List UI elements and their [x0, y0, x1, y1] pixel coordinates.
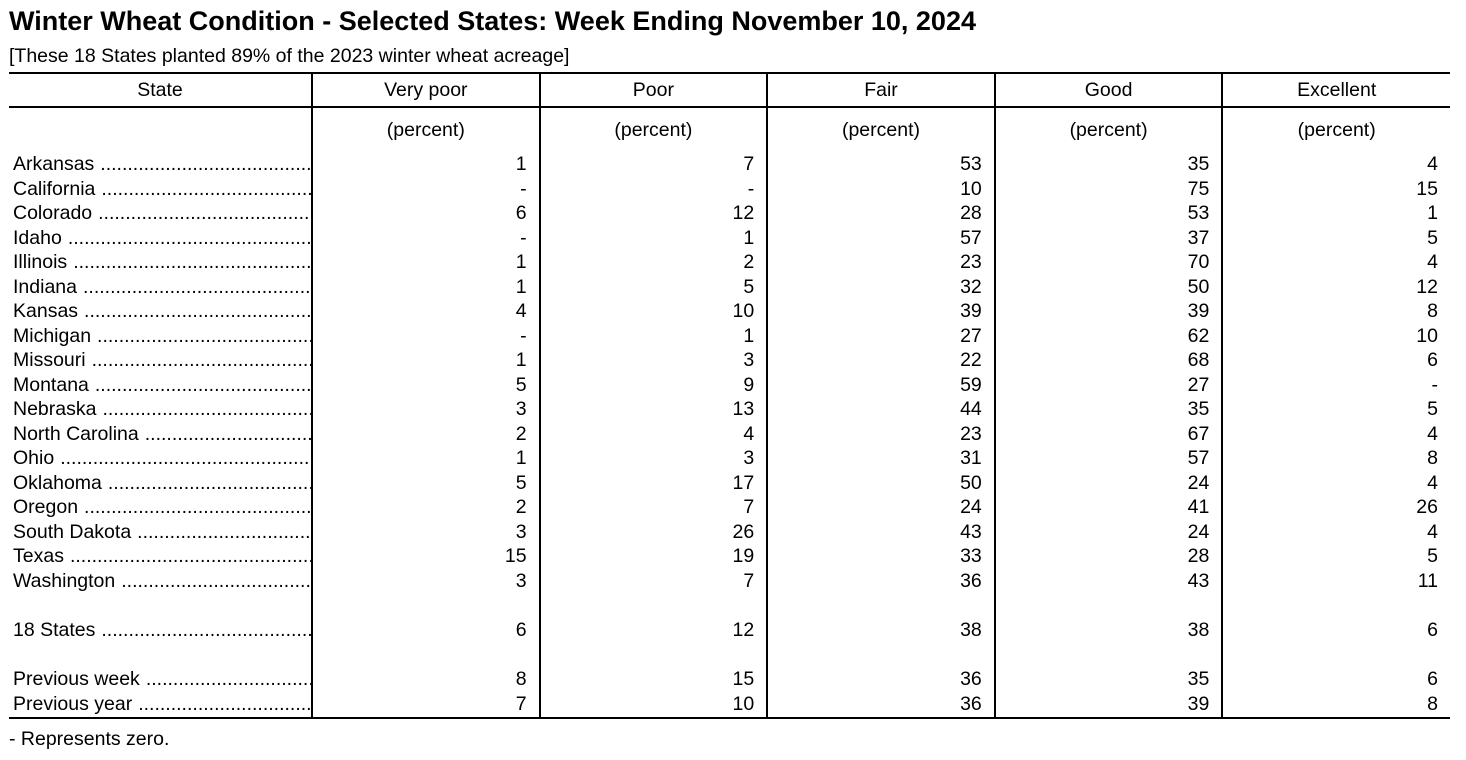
value-excellent: 4 — [1222, 152, 1450, 177]
dot-leader — [84, 299, 311, 324]
value-poor: 9 — [540, 373, 768, 398]
value-good: 53 — [995, 201, 1223, 226]
value-fair: 39 — [767, 299, 995, 324]
condition-table — [9, 72, 1450, 719]
value-excellent: 8 — [1222, 299, 1450, 324]
dot-leader — [137, 520, 311, 545]
dot-leader — [101, 618, 311, 643]
dot-leader — [92, 348, 311, 373]
column-header-good: Good — [995, 73, 1223, 107]
value-good: 70 — [995, 250, 1223, 275]
state-name: Missouri — [13, 349, 86, 371]
state-cell — [9, 495, 312, 520]
value-poor: 12 — [540, 201, 768, 226]
state-cell — [9, 348, 312, 373]
state-cell — [9, 373, 312, 398]
value-excellent: 26 — [1222, 495, 1450, 520]
state-name: Oklahoma — [13, 471, 102, 494]
column-header-excellent: Excellent — [1222, 73, 1450, 107]
total-row — [9, 618, 1450, 643]
value-fair: 28 — [767, 201, 995, 226]
state-name: Washington — [13, 569, 116, 592]
value-excellent: 4 — [1222, 250, 1450, 275]
state-name: Arkansas — [13, 153, 95, 175]
spacer-cell — [1222, 642, 1450, 667]
state-name: Illinois — [13, 251, 68, 273]
value-fair: 22 — [767, 348, 995, 373]
value-poor: 7 — [540, 569, 768, 594]
value-fair: 23 — [767, 422, 995, 447]
value-very-poor: 8 — [312, 667, 540, 692]
state-row — [9, 226, 1450, 251]
value-very-poor: 3 — [312, 569, 540, 594]
value-good: 38 — [995, 618, 1223, 643]
state-name: California — [13, 177, 96, 200]
state-row — [9, 446, 1450, 471]
unit-label: (percent) — [540, 107, 768, 152]
state-cell — [9, 618, 312, 643]
column-header-fair: Fair — [767, 73, 995, 107]
state-name: Texas — [13, 545, 64, 567]
value-very-poor: 4 — [312, 299, 540, 324]
value-very-poor: 1 — [312, 446, 540, 471]
state-row — [9, 495, 1450, 520]
spacer-cell — [995, 642, 1223, 667]
value-fair: 36 — [767, 667, 995, 692]
state-row — [9, 471, 1450, 496]
column-header-very-poor: Very poor — [312, 73, 540, 107]
value-excellent: 15 — [1222, 177, 1450, 202]
value-poor: - — [540, 177, 768, 202]
state-row — [9, 544, 1450, 569]
dot-leader — [102, 397, 311, 422]
value-poor: 15 — [540, 667, 768, 692]
value-very-poor: 2 — [312, 495, 540, 520]
value-good: 68 — [995, 348, 1223, 373]
header-row — [9, 73, 1450, 107]
dot-leader — [83, 275, 311, 300]
state-name: Ohio — [13, 447, 55, 469]
value-good: 35 — [995, 667, 1223, 692]
state-cell — [9, 446, 312, 471]
value-fair: 57 — [767, 226, 995, 251]
value-good: 67 — [995, 422, 1223, 447]
state-name: Nebraska — [13, 398, 97, 420]
value-good: 37 — [995, 226, 1223, 251]
value-very-poor: - — [312, 226, 540, 251]
value-fair: 10 — [767, 177, 995, 202]
unit-label: (percent) — [312, 107, 540, 152]
value-good: 75 — [995, 177, 1223, 202]
state-name: South Dakota — [13, 520, 132, 543]
state-name: Previous week — [13, 667, 140, 690]
state-cell — [9, 275, 312, 300]
spacer-cell — [312, 593, 540, 618]
spacer-cell — [1222, 593, 1450, 618]
spacer-cell — [767, 593, 995, 618]
state-row — [9, 324, 1450, 349]
value-poor: 1 — [540, 324, 768, 349]
value-good: 35 — [995, 152, 1223, 177]
state-cell — [9, 520, 312, 545]
state-cell — [9, 177, 312, 202]
dot-leader — [145, 422, 311, 447]
value-excellent: 6 — [1222, 667, 1450, 692]
value-fair: 24 — [767, 495, 995, 520]
state-name: Previous year — [13, 692, 133, 715]
value-poor: 19 — [540, 544, 768, 569]
column-header-poor: Poor — [540, 73, 768, 107]
state-cell — [9, 569, 312, 594]
value-very-poor: 3 — [312, 520, 540, 545]
state-name: Idaho — [13, 226, 62, 249]
spacer-cell — [540, 593, 768, 618]
value-excellent: 6 — [1222, 348, 1450, 373]
value-good: 57 — [995, 446, 1223, 471]
state-row — [9, 275, 1450, 300]
comparison-row — [9, 691, 1450, 718]
value-excellent: 12 — [1222, 275, 1450, 300]
state-cell — [9, 422, 312, 447]
value-poor: 5 — [540, 275, 768, 300]
state-cell — [9, 152, 312, 177]
dot-leader — [84, 495, 311, 520]
value-good: 62 — [995, 324, 1223, 349]
dot-leader — [101, 177, 311, 202]
state-row — [9, 422, 1450, 447]
state-name: Oregon — [13, 496, 79, 518]
state-cell — [9, 397, 312, 422]
value-poor: 7 — [540, 495, 768, 520]
page-subtitle: [These 18 States planted 89% of the 2023 winter wheat acreage] — [9, 45, 570, 67]
value-excellent: 10 — [1222, 324, 1450, 349]
value-very-poor: 5 — [312, 373, 540, 398]
spacer-cell — [995, 593, 1223, 618]
value-very-poor: 2 — [312, 422, 540, 447]
value-very-poor: 5 — [312, 471, 540, 496]
value-good: 50 — [995, 275, 1223, 300]
unit-label: (percent) — [995, 107, 1223, 152]
value-excellent: - — [1222, 373, 1450, 398]
value-excellent: 8 — [1222, 691, 1450, 718]
state-row — [9, 177, 1450, 202]
units-cell-blank — [9, 107, 312, 152]
dot-leader — [70, 544, 311, 569]
spacer-row — [9, 642, 1450, 667]
dot-leader — [146, 667, 311, 692]
state-row — [9, 250, 1450, 275]
value-fair: 43 — [767, 520, 995, 545]
state-name: Montana — [13, 373, 89, 396]
footnote: - Represents zero. — [9, 728, 170, 750]
state-cell — [9, 226, 312, 251]
spacer-cell — [9, 642, 312, 667]
value-very-poor: 6 — [312, 201, 540, 226]
value-good: 41 — [995, 495, 1223, 520]
state-name: Indiana — [13, 275, 77, 298]
value-excellent: 4 — [1222, 471, 1450, 496]
value-fair: 44 — [767, 397, 995, 422]
unit-label: (percent) — [1222, 107, 1450, 152]
dot-leader — [108, 471, 311, 496]
spacer-row — [9, 593, 1450, 618]
value-poor: 4 — [540, 422, 768, 447]
value-poor: 2 — [540, 250, 768, 275]
value-poor: 3 — [540, 348, 768, 373]
dot-leader — [138, 692, 311, 717]
state-row — [9, 348, 1450, 373]
value-fair: 31 — [767, 446, 995, 471]
state-row — [9, 152, 1450, 177]
value-very-poor: 15 — [312, 544, 540, 569]
state-row — [9, 299, 1450, 324]
state-cell — [9, 201, 312, 226]
dot-leader — [95, 373, 311, 398]
state-cell — [9, 324, 312, 349]
comparison-row — [9, 667, 1450, 692]
value-very-poor: 3 — [312, 397, 540, 422]
state-row — [9, 201, 1450, 226]
value-excellent: 1 — [1222, 201, 1450, 226]
state-cell — [9, 250, 312, 275]
state-row — [9, 569, 1450, 594]
value-very-poor: 1 — [312, 152, 540, 177]
value-fair: 32 — [767, 275, 995, 300]
state-name: Kansas — [13, 300, 79, 322]
state-name: 18 States — [13, 618, 96, 641]
state-row — [9, 397, 1450, 422]
value-excellent: 11 — [1222, 569, 1450, 594]
column-header-state: State — [9, 73, 312, 107]
value-poor: 10 — [540, 691, 768, 718]
dot-leader — [97, 324, 311, 349]
state-cell — [9, 667, 312, 692]
value-good: 43 — [995, 569, 1223, 594]
spacer-cell — [540, 642, 768, 667]
dot-leader — [98, 201, 311, 226]
value-very-poor: 1 — [312, 250, 540, 275]
value-excellent: 4 — [1222, 422, 1450, 447]
value-fair: 36 — [767, 569, 995, 594]
value-very-poor: 7 — [312, 691, 540, 718]
state-cell — [9, 691, 312, 718]
value-very-poor: - — [312, 177, 540, 202]
value-fair: 59 — [767, 373, 995, 398]
value-good: 24 — [995, 471, 1223, 496]
value-poor: 7 — [540, 152, 768, 177]
value-fair: 50 — [767, 471, 995, 496]
value-poor: 10 — [540, 299, 768, 324]
spacer-cell — [312, 642, 540, 667]
state-name: Colorado — [13, 202, 93, 224]
value-good: 27 — [995, 373, 1223, 398]
value-very-poor: 1 — [312, 275, 540, 300]
page-title: Winter Wheat Condition - Selected States: Week Ending November 10, 2024 — [9, 6, 976, 36]
value-very-poor: 1 — [312, 348, 540, 373]
value-fair: 38 — [767, 618, 995, 643]
dot-leader — [68, 226, 311, 251]
dot-leader — [121, 569, 311, 594]
value-excellent: 6 — [1222, 618, 1450, 643]
state-cell — [9, 299, 312, 324]
state-name: North Carolina — [13, 422, 139, 445]
dot-leader — [60, 446, 311, 471]
value-good: 39 — [995, 691, 1223, 718]
value-good: 24 — [995, 520, 1223, 545]
value-fair: 53 — [767, 152, 995, 177]
state-row — [9, 373, 1450, 398]
value-poor: 26 — [540, 520, 768, 545]
value-very-poor: - — [312, 324, 540, 349]
value-fair: 23 — [767, 250, 995, 275]
state-row — [9, 520, 1450, 545]
value-poor: 1 — [540, 226, 768, 251]
spacer-cell — [9, 593, 312, 618]
value-poor: 13 — [540, 397, 768, 422]
spacer-cell — [767, 642, 995, 667]
value-poor: 17 — [540, 471, 768, 496]
value-good: 28 — [995, 544, 1223, 569]
value-very-poor: 6 — [312, 618, 540, 643]
unit-label: (percent) — [767, 107, 995, 152]
value-good: 35 — [995, 397, 1223, 422]
value-fair: 36 — [767, 691, 995, 718]
value-excellent: 5 — [1222, 544, 1450, 569]
dot-leader — [73, 250, 311, 275]
state-name: Michigan — [13, 324, 92, 347]
state-cell — [9, 544, 312, 569]
value-excellent: 5 — [1222, 397, 1450, 422]
state-cell — [9, 471, 312, 496]
value-poor: 12 — [540, 618, 768, 643]
value-fair: 33 — [767, 544, 995, 569]
value-excellent: 5 — [1222, 226, 1450, 251]
value-excellent: 4 — [1222, 520, 1450, 545]
value-poor: 3 — [540, 446, 768, 471]
value-fair: 27 — [767, 324, 995, 349]
value-excellent: 8 — [1222, 446, 1450, 471]
dot-leader — [100, 152, 311, 177]
units-row — [9, 107, 1450, 152]
value-good: 39 — [995, 299, 1223, 324]
